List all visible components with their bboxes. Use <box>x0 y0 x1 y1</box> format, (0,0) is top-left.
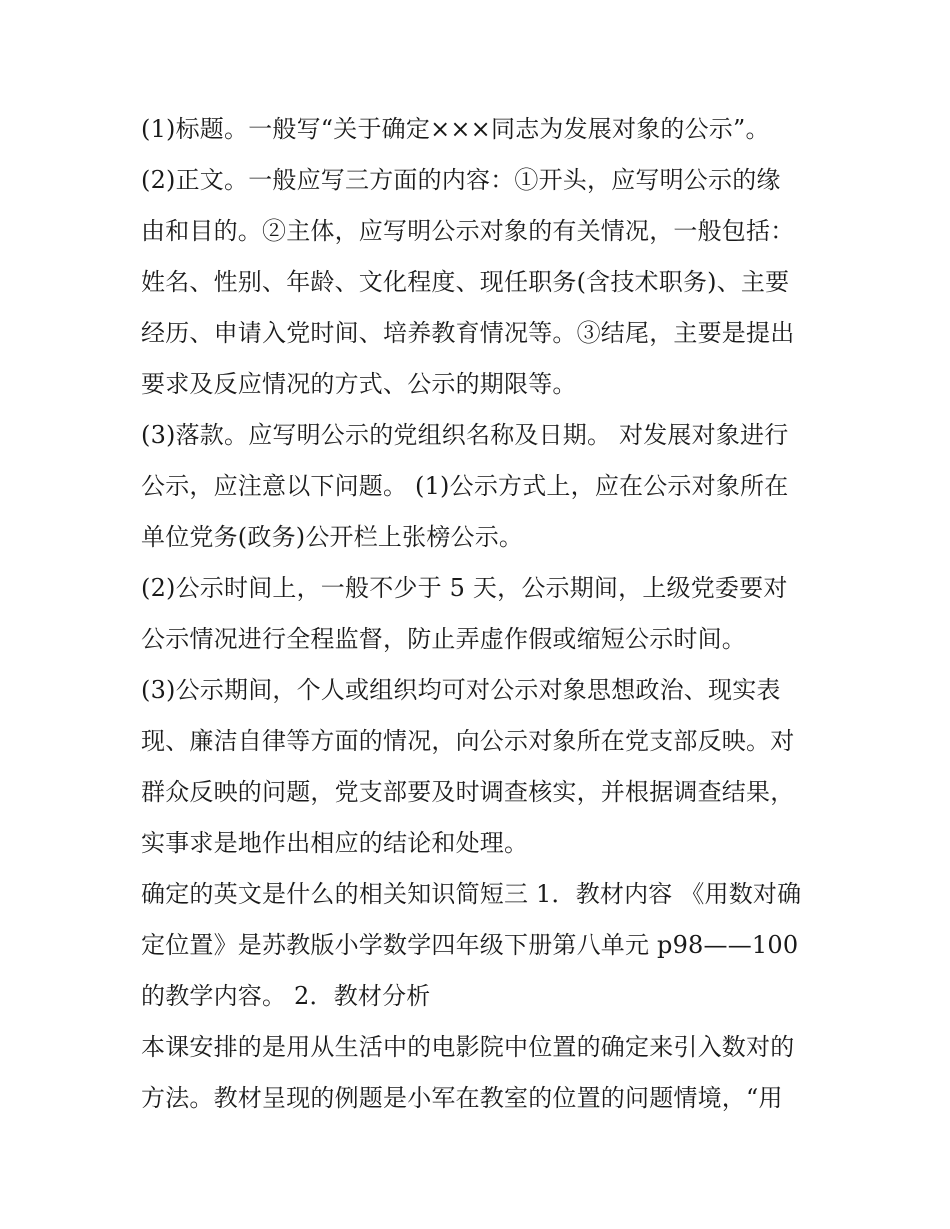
text-line: 方法。教材呈现的例题是小军在教室的位置的问题情境，“用 <box>141 1084 783 1112</box>
text-line: (2)公示时间上，一般不少于 5 天，公示期间，上级党委要对 <box>141 574 788 602</box>
text-line: 实事求是地作出相应的结论和处理。 <box>141 829 529 857</box>
text-line: 确定的英文是什么的相关知识简短三 1．教材内容 《用数对确 <box>141 880 802 908</box>
text-line: (3)落款。应写明公示的党组织名称及日期。 对发展对象进行 <box>141 421 789 449</box>
text-line: 公示，应注意以下问题。 (1)公示方式上，应在公示对象所在 <box>141 472 789 500</box>
text-line: 姓名、性别、年龄、文化程度、现任职务(含技术职务)、主要 <box>141 268 790 296</box>
text-line: 定位置》是苏教版小学数学四年级下册第八单元 p98——100 <box>141 931 799 959</box>
text-line: 本课安排的是用从生活中的电影院中位置的确定来引入数对的 <box>141 1033 795 1061</box>
text-line: 公示情况进行全程监督，防止弄虚作假或缩短公示时间。 <box>141 625 746 653</box>
text-line: 由和目的。②主体，应写明公示对象的有关情况，一般包括： <box>141 217 795 245</box>
document-body <box>141 108 821 1128</box>
text-line: 经历、申请入党时间、培养教育情况等。③结尾，主要是提出 <box>141 319 795 347</box>
text-line: (2)正文。一般应写三方面的内容：①开头，应写明公示的缘 <box>141 166 781 194</box>
text-line: (1)标题。一般写“关于确定×××同志为发展对象的公示”。 <box>141 115 770 143</box>
text-line: 单位党务(政务)公开栏上张榜公示。 <box>141 523 524 551</box>
text-line: (3)公示期间，个人或组织均可对公示对象思想政治、现实表 <box>141 676 781 704</box>
text-line: 群众反映的问题，党支部要及时调查核实，并根据调查结果， <box>141 778 795 806</box>
text-line: 的教学内容。 2．教材分析 <box>141 982 431 1010</box>
text-line: 要求及反应情况的方式、公示的期限等。 <box>141 370 577 398</box>
text-line: 现、廉洁自律等方面的情况，向公示对象所在党支部反映。对 <box>141 727 795 755</box>
